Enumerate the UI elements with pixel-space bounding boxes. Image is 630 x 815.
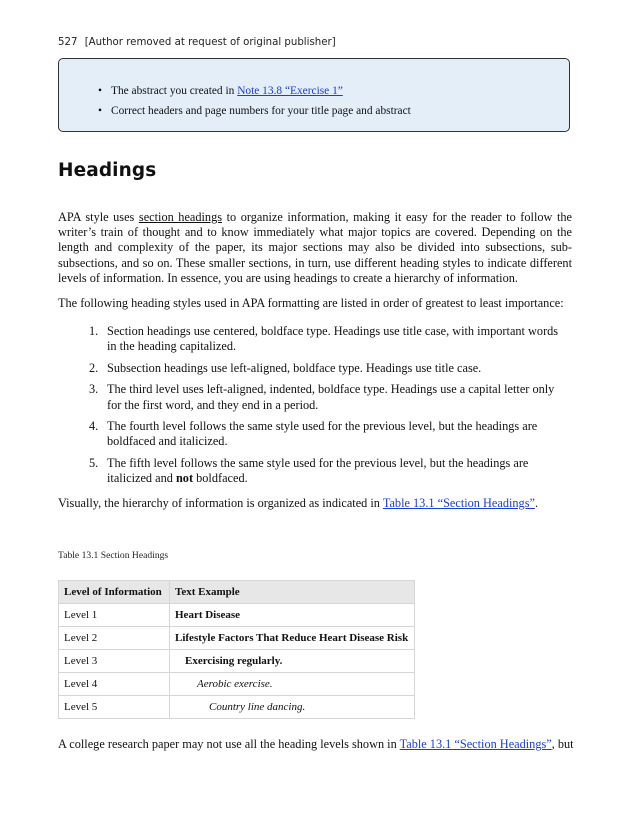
table-row xyxy=(59,650,415,673)
heading-levels-list xyxy=(58,324,572,493)
list-item-text: The fifth level follows the same style used for the previous level, but the headings are italicized and xyxy=(107,455,529,486)
paragraph-text: , but xyxy=(551,737,574,751)
callout-item-headers xyxy=(98,101,411,121)
table-13-1-link-2[interactable]: Table 13.1 “Section Headings” xyxy=(399,737,552,751)
list-number: 3. xyxy=(89,382,99,397)
paragraph-text: A college research paper may not use all the heading levels shown in xyxy=(58,737,400,751)
table-row xyxy=(59,604,415,627)
example-cell: Aerobic exercise. xyxy=(170,673,415,696)
bullet-icon: • xyxy=(98,105,102,117)
table-row xyxy=(59,696,415,719)
table-13-1-link[interactable]: Table 13.1 “Section Headings” xyxy=(382,496,535,510)
list-item-text: The third level uses left-aligned, indented, boldface type. Headings use a capital letter only for the first word, and they end in a period. xyxy=(107,382,555,412)
paragraph-text: . xyxy=(534,496,539,510)
example-cell: Heart Disease xyxy=(170,604,415,627)
paragraph-text: to organize information, making it easy for the reader to follow the writer’s train of thought and to know immediately what major topics are covered. Depending on the length and complexity of the paper, its major sections may also be divided into subsections, sub-subsections, and so on. These smaller sections, in turn, use different heading styles to indicate different levels of information. In essence, you are using headings to create a hierarchy of information. xyxy=(58,210,573,285)
list-number: 1. xyxy=(89,324,99,338)
table-header-row xyxy=(59,581,415,604)
list-number: 5. xyxy=(89,455,99,470)
callout-item-text: The abstract you created in xyxy=(111,85,238,97)
table-row xyxy=(59,673,415,696)
table-caption: Table 13.1 Section Headings xyxy=(58,550,169,561)
running-head xyxy=(58,37,336,48)
column-header-level: Level of Information xyxy=(59,581,170,604)
list-number: 4. xyxy=(89,419,99,434)
emphasis-not: not xyxy=(175,471,194,486)
list-item-text: Section headings use centered, boldface type. Headings use title case, with important words in the heading capitalized. xyxy=(107,324,559,354)
table-row xyxy=(59,627,415,650)
list-item xyxy=(58,419,572,449)
callout-item-text: Correct headers and page numbers for your title page and abstract xyxy=(111,105,411,117)
intro-paragraph xyxy=(58,210,572,286)
list-item xyxy=(58,324,572,354)
level-cell: Level 5 xyxy=(59,696,170,719)
list-item-text: boldfaced. xyxy=(193,471,248,486)
closing-paragraph xyxy=(58,737,574,752)
list-item xyxy=(58,456,572,486)
note-13-8-link[interactable]: Note 13.8 “Exercise 1” xyxy=(237,85,343,97)
section-headings-term: section headings xyxy=(138,210,223,224)
running-head-text: [Author removed at request of original publisher] xyxy=(84,37,336,48)
list-number: 2. xyxy=(89,360,99,375)
callout-item-abstract xyxy=(98,81,411,101)
paragraph-text: APA style uses xyxy=(58,210,139,224)
hierarchy-paragraph xyxy=(58,496,572,511)
bullet-icon: • xyxy=(98,85,102,97)
list-item-text: The fourth level follows the same style used for the previous level, but the headings are boldfaced and italicized. xyxy=(107,419,538,449)
level-cell: Level 4 xyxy=(59,673,170,696)
example-cell: Exercising regularly. xyxy=(170,650,415,673)
exercise-callout-box xyxy=(58,58,570,132)
column-header-example: Text Example xyxy=(170,581,415,604)
page-number: 527 xyxy=(58,37,78,48)
section-headings-table xyxy=(58,580,415,719)
example-cell: Country line dancing. xyxy=(170,696,415,719)
list-item xyxy=(58,382,572,412)
paragraph-text: Visually, the hierarchy of information is organized as indicated in xyxy=(58,496,383,510)
level-cell: Level 3 xyxy=(59,650,170,673)
level-cell: Level 1 xyxy=(59,604,170,627)
section-title: Headings xyxy=(58,160,157,181)
example-cell: Lifestyle Factors That Reduce Heart Disease Risk xyxy=(170,627,415,650)
list-item-text: Subsection headings use left-aligned, boldface type. Headings use title case. xyxy=(107,360,482,375)
list-item xyxy=(58,361,572,376)
list-intro-paragraph: The following heading styles used in APA formatting are listed in order of greatest to least importance: xyxy=(58,296,564,310)
callout-list xyxy=(98,81,411,121)
level-cell: Level 2 xyxy=(59,627,170,650)
